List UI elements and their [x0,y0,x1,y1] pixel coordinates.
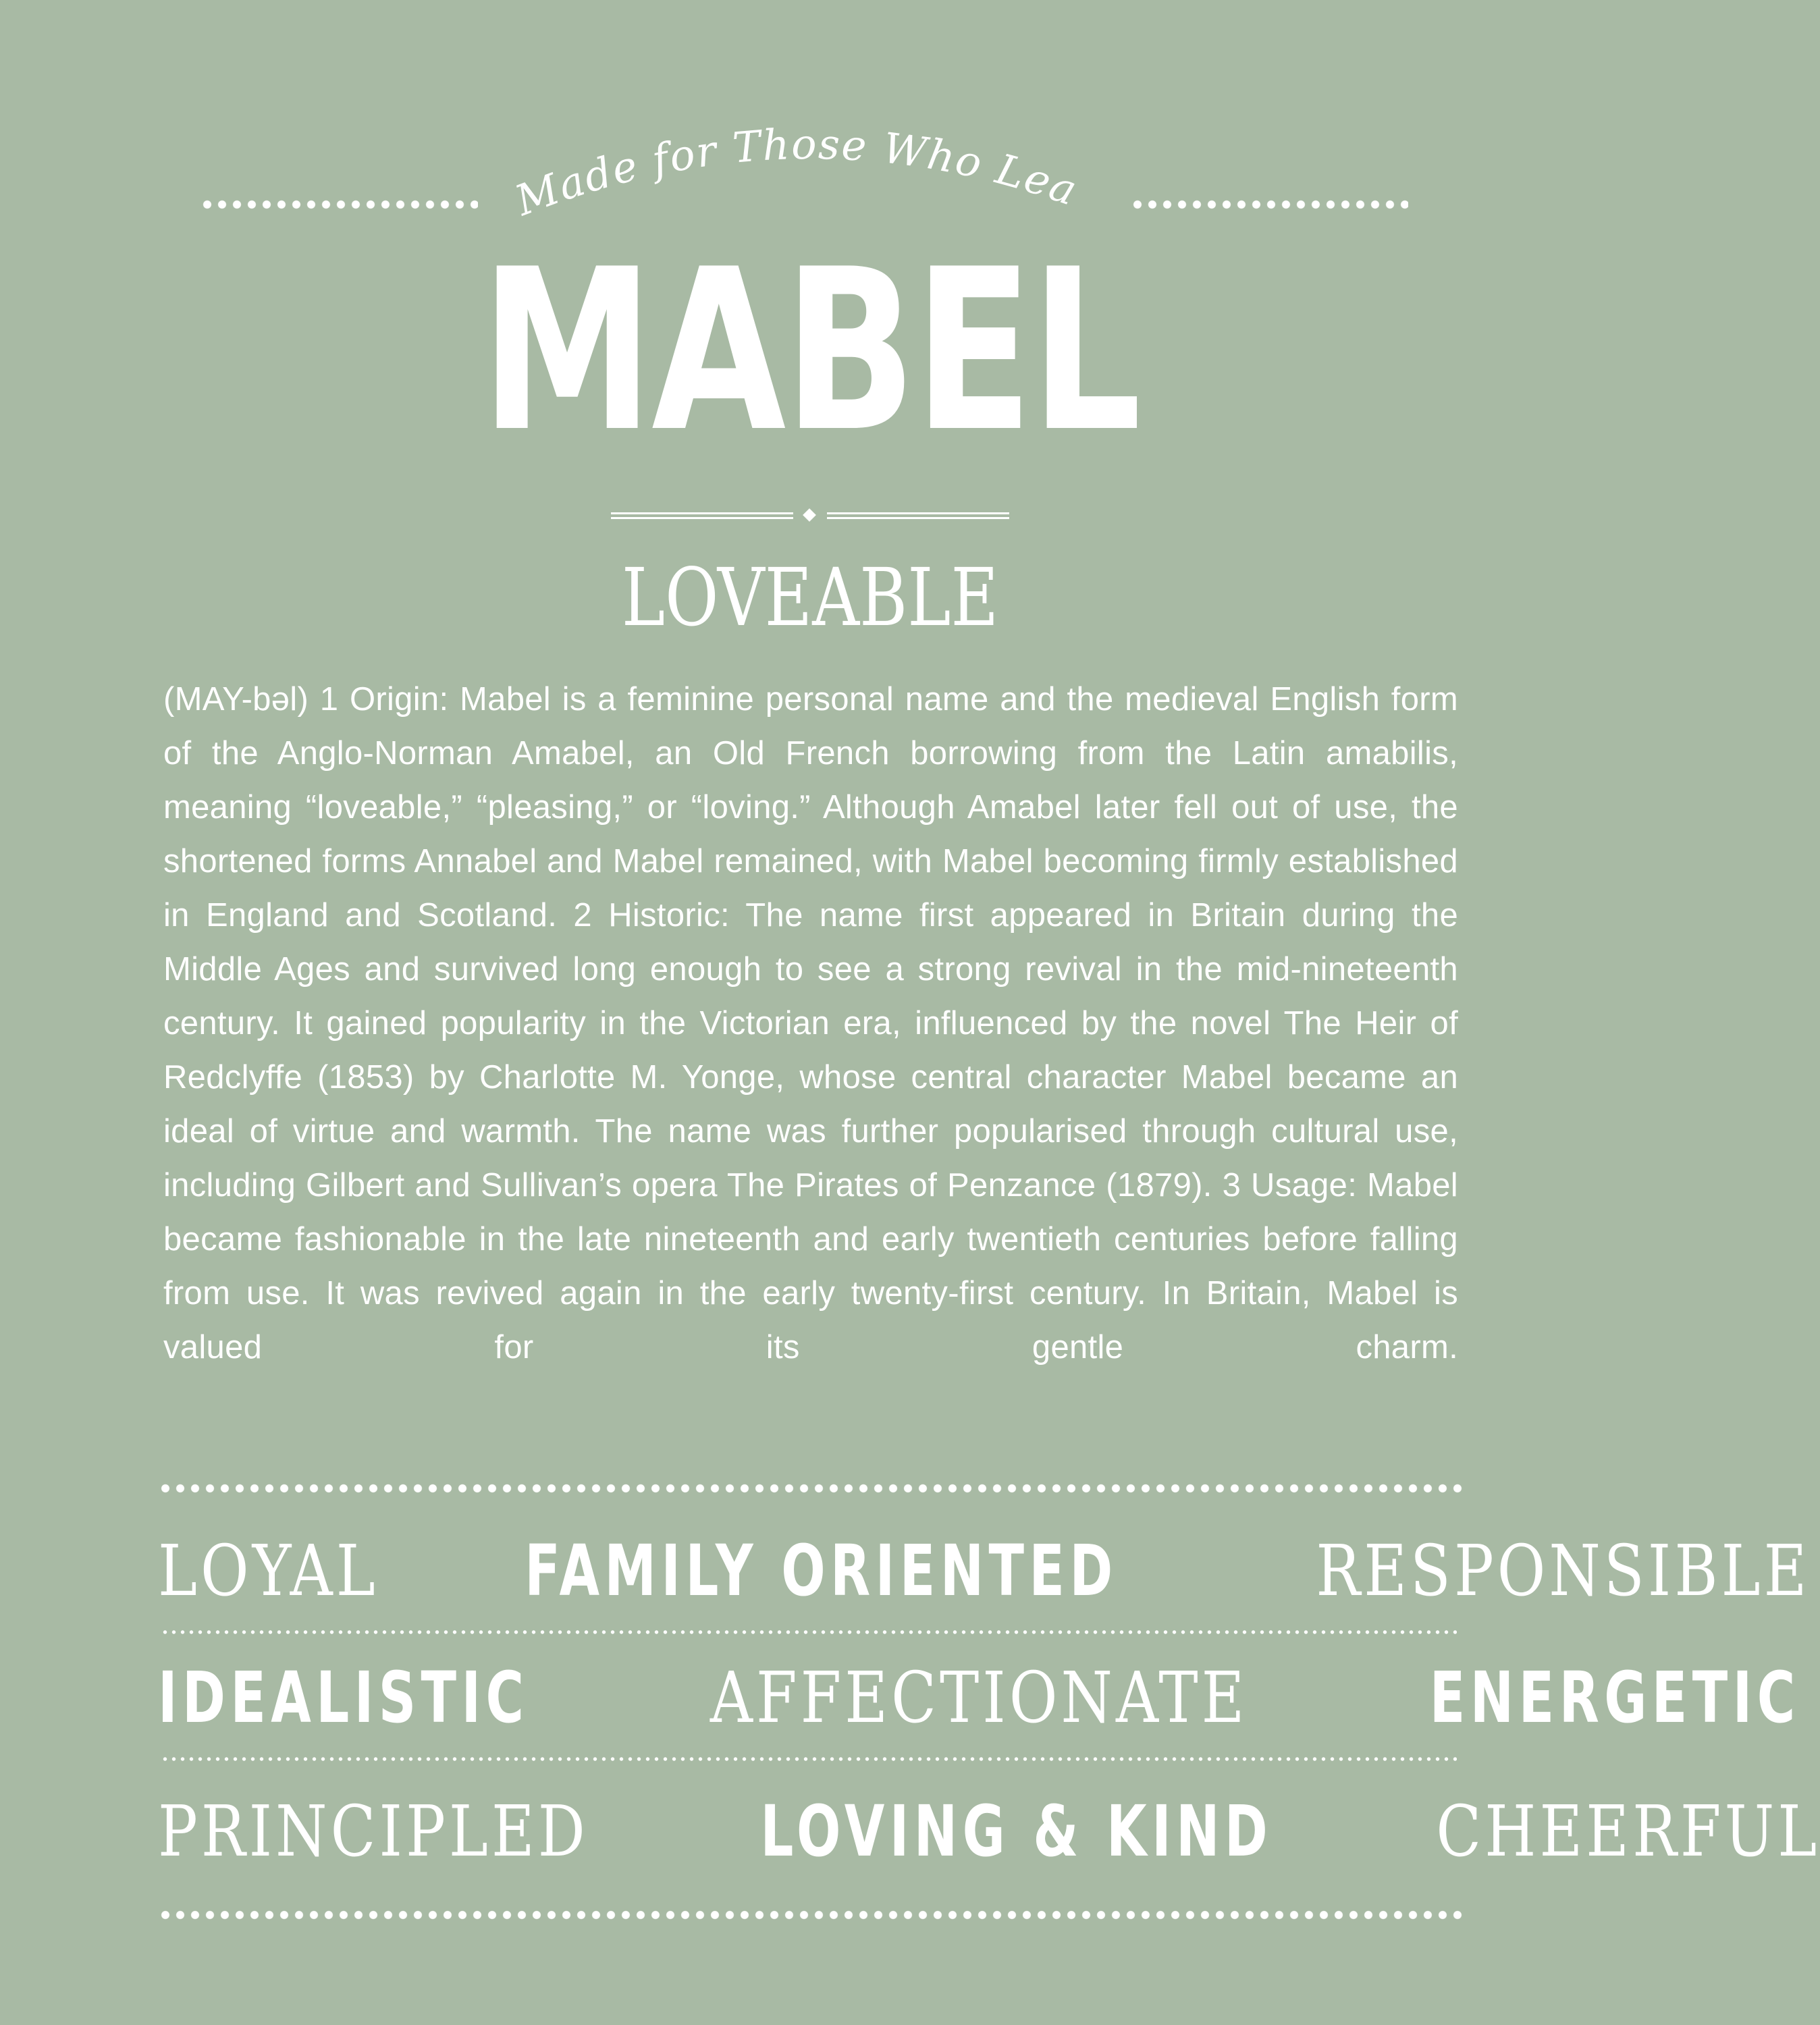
trait-row-2 [158,1656,1800,1739]
top-left-dotted-rule [200,198,478,211]
trait-row-1 [158,1530,1811,1612]
name-meaning: LOVEABLE [621,551,999,644]
top-right-dotted-rule [1130,198,1408,211]
trait: IDEALISTIC [158,1656,529,1739]
trait-row-3 [158,1790,1820,1872]
title-divider [611,510,1009,524]
trait: CHEERFUL [1436,1790,1820,1872]
trait-separator-1 [161,1629,1457,1635]
divider-line-right [827,512,1009,519]
trait: LOYAL [158,1530,379,1612]
traits-bottom-dotted-rule [158,1909,1468,1921]
name-description: (MAY-bəl) 1 Origin: Mabel is a feminine personal name and the medieval English form of the Anglo-Norman Amabel, an Old French borrowing from the Latin amabilis, meaning “loveable,” “pleasing,” or “loving.” Although Amabel later fell out of use, the shortened forms Annabel and Mabel remained, with Mabel becoming firmly established in England and Scotland. 2 Historic: The name first appeared in Britain during the Middle Ages and survived long enough to see a strong revival in the mid-nineteenth century. It gained popularity in the Victorian era, influenced by the novel The Heir of Redclyffe (1853) by Charlotte M. Yonge, whose central character Mabel became an ideal of virtue and warmth. The name was further popularised through cultural use, including Gilbert and Sullivan’s opera The Pirates of Penzance (1879). 3 Usage: Mabel became fashionable in the late nineteenth and early twentieth centuries before falling from use. It was revived again in the early twenty-first century. In Britain, Mabel is valued for its gentle charm. [163,681,1458,1366]
trait: RESPONSIBLE [1316,1530,1811,1612]
trait: LOVING & KIND [760,1790,1273,1872]
tagline: Made for Those Who Lead [499,55,1085,225]
diamond-ornament-icon [803,508,816,522]
traits-top-dotted-rule [158,1482,1468,1494]
trait: ENERGETIC [1429,1656,1800,1739]
trait-separator-2 [161,1756,1457,1762]
trait: AFFECTIONATE [710,1656,1248,1739]
divider-line-left [611,512,793,519]
name-title: MABEL [481,221,1140,481]
trait: PRINCIPLED [158,1790,589,1872]
trait: FAMILY ORIENTED [525,1530,1118,1612]
